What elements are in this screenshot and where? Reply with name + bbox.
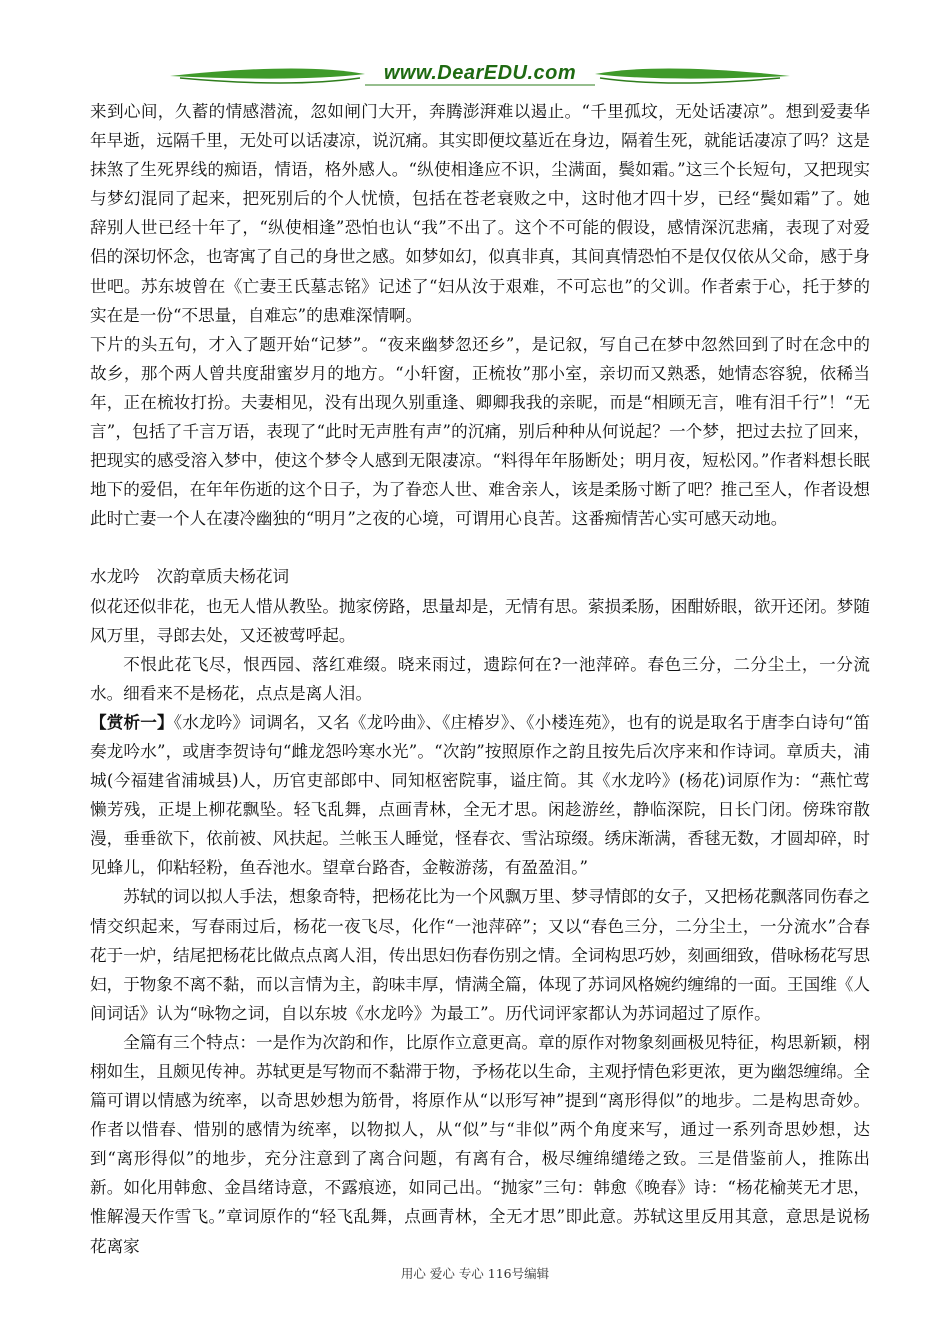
document-body xyxy=(90,97,870,1261)
analysis-paragraph-2: 苏轼的词以拟人手法，想象奇特，把杨花比为一个风飘万里、梦寻情郎的女子，又把杨花飘落同伤春之情交织起来，写春雨过后，杨花一夜飞尽，化作“一池萍碎”；又以“春色三分，二分尘土，一分流水”合春花于一炉，结尾把杨花比做点点离人泪，传出思妇伤春伤别之情。全词构思巧妙，刻画细致，借咏杨花写思妇，于物象不离不黏，而以言情为主，韵味丰厚，情满全篇，体现了苏词风格婉约缠绵的一面。王国维《人间词话》认为“咏物之词，自以东坡《水龙吟》为最工”。历代词评家都认为苏词超过了原作。 xyxy=(90,887,870,1023)
blank-line xyxy=(90,533,870,562)
poem-stanza-1: 似花还似非花，也无人惜从教坠。抛家傍路，思量却是，无情有思。萦损柔肠，困酣娇眼，欲开还闭。梦随风万里，寻郎去处，又还被莺呼起。 xyxy=(90,596,870,645)
site-logo[interactable]: www.DearEDU.com xyxy=(383,62,577,84)
analysis-text-1: 《水龙吟》词调名，又名《龙吟曲》、《庄椿岁》、《小楼连苑》，也有的说是取名于唐李白诗句“笛奏龙吟水”，或唐李贺诗句“雌龙怨吟寒水光”。“次韵”按照原作之韵且按先后次序来和作诗词。章质夫，浦城(今福建省浦城县)人，历官吏部郎中、同知枢密院事，谥庄简。其《水龙吟》(杨花)词原作为：“燕忙莺懒芳残，正堤上柳花飘坠。轻飞乱舞，点画青林，全无才思。闲趁游丝，静临深院，日长门闭。傍珠帘散漫，垂垂欲下，依前被、风扶起。兰帐玉人睡觉，怪春衣、雪沾琼缀。绣床渐满，香毬无数，才圆却碎，时见蜂儿，仰粘轻粉，鱼吞池水。望章台路杳，金鞍游荡，有盈盈泪。” xyxy=(90,712,870,878)
analysis-label: 【赏析一】 xyxy=(90,711,174,732)
poem-title: 水龙吟 次韵章质夫杨花词 xyxy=(90,567,290,587)
poem-stanza-2: 不恨此花飞尽，恨西园、落红难缀。晓来雨过，遗踪何在?一池萍碎。春色三分，二分尘土，一分流水。细看来不是杨花，点点是离人泪。 xyxy=(90,654,870,703)
paragraph-1: 来到心间，久蓄的情感潜流，忽如闸门大开，奔腾澎湃难以遏止。“千里孤坟，无处话凄凉”。想到爱妻华年早逝，远隔千里，无处可以话凄凉，说沉痛。其实即便坟墓近在身边，隔着生死，就能话凄凉了吗？这是抹煞了生死界线的痴语，情语，格外感人。“纵使相逢应不识，尘满面，鬓如霜。”这三个长短句，又把现实与梦幻混同了起来，把死别后的个人忧愤，包括在苍老衰败之中，这时他才四十岁，已经“鬓如霜”了。她辞别人世已经十年了，“纵使相逢”恐怕也认“我”不出了。这个不可能的假设，感情深沉悲痛，表现了对爱侣的深切怀念，也寄寓了自己的身世之感。如梦如幻，似真非真，其间真情恐怕不是仅仅依从父命，感于身世吧。苏东坡曾在《亡妻王氏墓志铭》记述了“妇从汝于艰难，不可忘也”的父训。作者索于心，托于梦的实在是一份“不思量，自难忘”的患难深情啊。 xyxy=(90,102,870,325)
site-header-banner xyxy=(150,52,810,96)
paragraph-2: 下片的头五句，才入了题开始“记梦”。“夜来幽梦忽还乡”，是记叙，写自己在梦中忽然回到了时在念中的故乡，那个两人曾共度甜蜜岁月的地方。“小轩窗，正梳妆”那小室，亲切而又熟悉，她情态容貌，依稀当年，正在梳妆打扮。夫妻相见，没有出现久别重逢、卿卿我我的亲昵，而是“相顾无言，唯有泪千行”！“无言”，包括了千言万语，表现了“此时无声胜有声”的沉痛，别后种种从何说起？一个梦，把过去拉了回来，把现实的感受溶入梦中，使这个梦令人感到无限凄凉。“料得年年肠断处；明月夜，短松冈。”作者料想长眠地下的爱侣，在年年伤逝的这个日子，为了眷恋人世、难舍亲人，该是柔肠寸断了吧？推己至人，作者设想此时亡妻一个人在凄冷幽独的“明月”之夜的心境，可谓用心良苦。这番痴情苦心实可感天动地。 xyxy=(90,334,870,529)
analysis-paragraph-1 xyxy=(90,708,870,883)
analysis-paragraph-3: 全篇有三个特点：一是作为次韵和作，比原作立意更高。章的原作对物象刻画极见特征，构思新颖，栩栩如生，且颇见传神。苏轼更是写物而不黏滞于物，予杨花以生命，主观抒情色彩更浓，更为幽怨缠绵。全篇可谓以情感为统率，以奇思妙想为筋骨，将原作从“以形写神”提到“离形得似”的地步。二是构思奇妙。作者以惜春、惜别的感情为统率，以物拟人，从“似”与“非似”两个角度来写，通过一系列奇思妙想，达到“离形得似”的地步，充分注意到了离合问题，有离有合，极尽缠绵缱绻之致。三是借鉴前人，推陈出新。如化用韩愈、金昌绪诗意，不露痕迹，如同己出。“抛家”三句：韩愈《晚春》诗：“杨花榆荚无才思，惟解漫天作雪飞。”章词原作的“轻飞乱舞，点画青林，全无才思”即此意。苏轼这里反用其意，意思是说杨花离家 xyxy=(90,1032,870,1256)
page-footer: 用心 爱心 专心 116号编辑 xyxy=(400,1266,550,1281)
